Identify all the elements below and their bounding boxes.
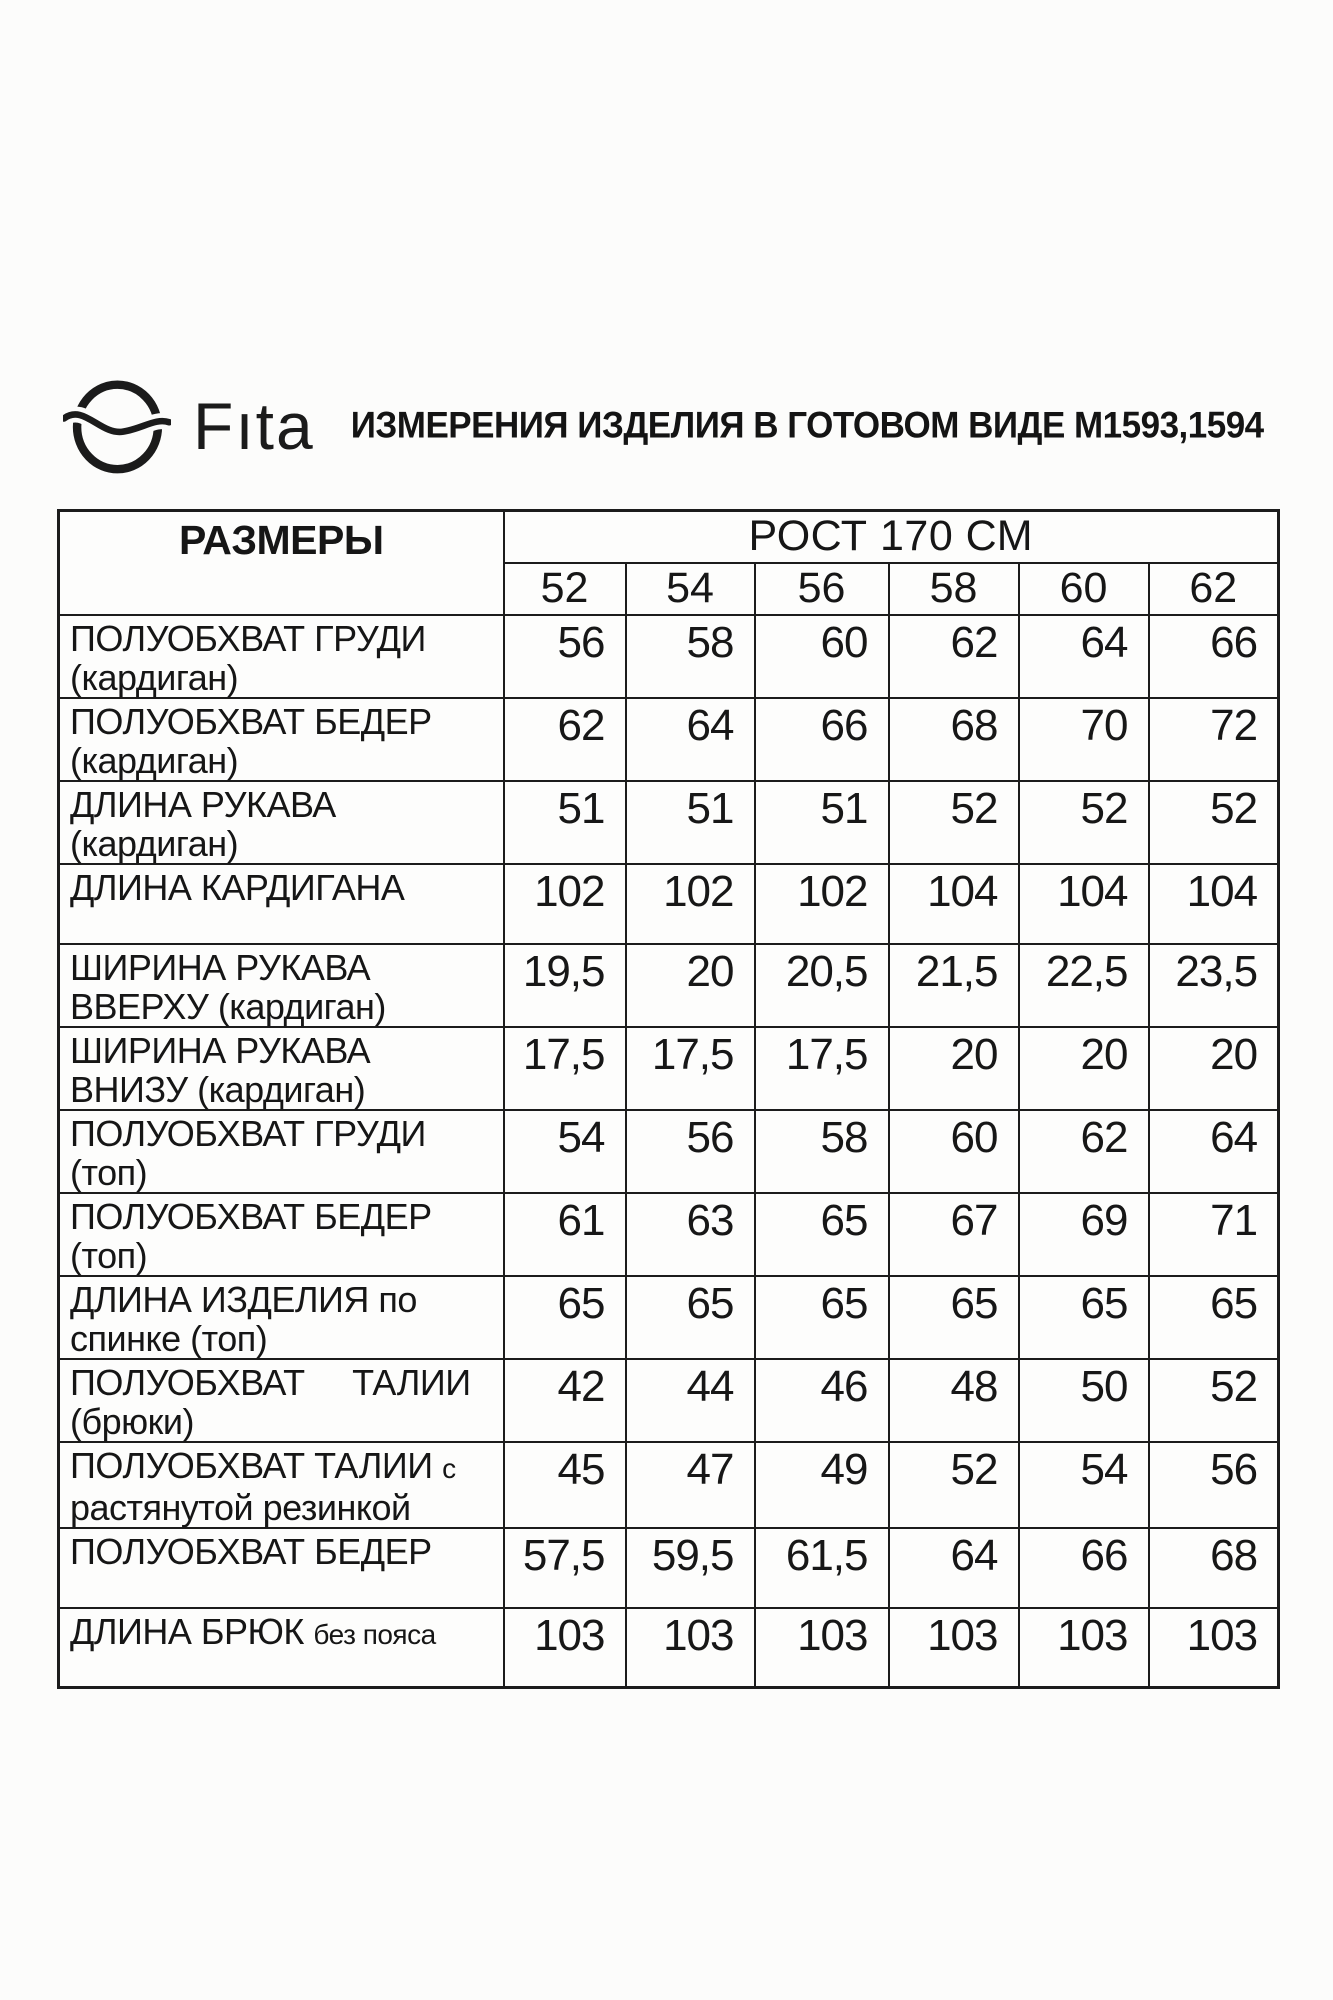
value-cell: 20: [889, 1027, 1019, 1110]
value-cell: 57,5: [504, 1528, 626, 1608]
value-cell: 44: [626, 1359, 755, 1442]
value-cell: 61: [504, 1193, 626, 1276]
value-cell: 48: [889, 1359, 1019, 1442]
brand-name: Fıta: [193, 389, 315, 463]
value-cell: 49: [755, 1442, 889, 1528]
value-cell: 58: [626, 615, 755, 698]
row-label: ДЛИНА БРЮК без пояса: [59, 1608, 504, 1688]
value-cell: 17,5: [755, 1027, 889, 1110]
value-cell: 21,5: [889, 944, 1019, 1027]
value-cell: 54: [1019, 1442, 1149, 1528]
corner-header: РАЗМЕРЫ: [59, 511, 504, 615]
value-cell: 65: [889, 1276, 1019, 1359]
row-label: ДЛИНА КАРДИГАНА: [59, 864, 504, 944]
table-row: [59, 698, 1279, 781]
row-label-suffix: без пояса: [313, 1618, 436, 1650]
height-group-header: РОСТ 170 СМ: [504, 511, 1279, 563]
value-cell: 65: [626, 1276, 755, 1359]
value-cell: 22,5: [1019, 944, 1149, 1027]
value-cell: 68: [889, 698, 1019, 781]
page-title: ИЗМЕРЕНИЯ ИЗДЕЛИЯ В ГОТОВОМ ВИДЕ М1593,1594: [350, 405, 1264, 446]
value-cell: 66: [1019, 1528, 1149, 1608]
size-chart-table: [57, 509, 1280, 1689]
table-row: [59, 1110, 1279, 1193]
value-cell: 20: [1019, 1027, 1149, 1110]
row-label: ПОЛУОБХВАТ ТАЛИИ (брюки): [59, 1359, 504, 1442]
table-row: [59, 1359, 1279, 1442]
value-cell: 70: [1019, 698, 1149, 781]
value-cell: 104: [889, 864, 1019, 944]
value-cell: 103: [1149, 1608, 1279, 1688]
value-cell: 103: [626, 1608, 755, 1688]
value-cell: 58: [755, 1110, 889, 1193]
value-cell: 51: [626, 781, 755, 864]
value-cell: 102: [626, 864, 755, 944]
value-cell: 64: [626, 698, 755, 781]
value-cell: 64: [889, 1528, 1019, 1608]
size-column-header: 54: [626, 563, 755, 615]
size-column-header: 62: [1149, 563, 1279, 615]
row-label: ПОЛУОБХВАТ ТАЛИИ с растянутой резинкой: [59, 1442, 504, 1528]
value-cell: 46: [755, 1359, 889, 1442]
table-row: [59, 1027, 1279, 1110]
table-row: [59, 1276, 1279, 1359]
value-cell: 20: [626, 944, 755, 1027]
value-cell: 103: [504, 1608, 626, 1688]
value-cell: 65: [504, 1276, 626, 1359]
size-column-header: 60: [1019, 563, 1149, 615]
value-cell: 69: [1019, 1193, 1149, 1276]
value-cell: 72: [1149, 698, 1279, 781]
value-cell: 103: [1019, 1608, 1149, 1688]
value-cell: 61,5: [755, 1528, 889, 1608]
fita-logo-icon: [63, 376, 171, 476]
value-cell: 56: [1149, 1442, 1279, 1528]
row-label: ПОЛУОБХВАТ ГРУДИ (кардиган): [59, 615, 504, 698]
value-cell: 17,5: [504, 1027, 626, 1110]
value-cell: 59,5: [626, 1528, 755, 1608]
value-cell: 19,5: [504, 944, 626, 1027]
brand-header: [63, 376, 1264, 476]
value-cell: 103: [755, 1608, 889, 1688]
size-column-header: 58: [889, 563, 1019, 615]
value-cell: 52: [1149, 1359, 1279, 1442]
value-cell: 20,5: [755, 944, 889, 1027]
value-cell: 52: [1149, 781, 1279, 864]
size-column-header: 56: [755, 563, 889, 615]
row-label-suffix: с: [442, 1452, 456, 1484]
value-cell: 68: [1149, 1528, 1279, 1608]
value-cell: 66: [755, 698, 889, 781]
value-cell: 45: [504, 1442, 626, 1528]
table-row: [59, 615, 1279, 698]
row-label: ШИРИНА РУКАВА ВВЕРХУ (кардиган): [59, 944, 504, 1027]
value-cell: 65: [755, 1276, 889, 1359]
value-cell: 56: [626, 1110, 755, 1193]
value-cell: 65: [1149, 1276, 1279, 1359]
row-label: ПОЛУОБХВАТ БЕДЕР: [59, 1528, 504, 1608]
value-cell: 64: [1019, 615, 1149, 698]
value-cell: 102: [755, 864, 889, 944]
table-row: [59, 864, 1279, 944]
table-row: [59, 1528, 1279, 1608]
table-row: [59, 1193, 1279, 1276]
value-cell: 20: [1149, 1027, 1279, 1110]
table-row: [59, 1442, 1279, 1528]
value-cell: 52: [1019, 781, 1149, 864]
table-row: [59, 944, 1279, 1027]
value-cell: 60: [755, 615, 889, 698]
value-cell: 62: [1019, 1110, 1149, 1193]
value-cell: 65: [755, 1193, 889, 1276]
value-cell: 62: [504, 698, 626, 781]
value-cell: 52: [889, 1442, 1019, 1528]
value-cell: 66: [1149, 615, 1279, 698]
row-label: ПОЛУОБХВАТ ГРУДИ (топ): [59, 1110, 504, 1193]
row-label: ПОЛУОБХВАТ БЕДЕР (топ): [59, 1193, 504, 1276]
size-column-header: 52: [504, 563, 626, 615]
row-label: ПОЛУОБХВАТ БЕДЕР (кардиган): [59, 698, 504, 781]
value-cell: 51: [504, 781, 626, 864]
value-cell: 56: [504, 615, 626, 698]
value-cell: 51: [755, 781, 889, 864]
row-label: ДЛИНА РУКАВА (кардиган): [59, 781, 504, 864]
table-row: [59, 1608, 1279, 1688]
value-cell: 67: [889, 1193, 1019, 1276]
value-cell: 71: [1149, 1193, 1279, 1276]
value-cell: 102: [504, 864, 626, 944]
value-cell: 64: [1149, 1110, 1279, 1193]
value-cell: 47: [626, 1442, 755, 1528]
row-label: ДЛИНА ИЗДЕЛИЯ по спинке (топ): [59, 1276, 504, 1359]
value-cell: 54: [504, 1110, 626, 1193]
value-cell: 104: [1019, 864, 1149, 944]
value-cell: 42: [504, 1359, 626, 1442]
value-cell: 62: [889, 615, 1019, 698]
value-cell: 52: [889, 781, 1019, 864]
value-cell: 63: [626, 1193, 755, 1276]
row-label: ШИРИНА РУКАВА ВНИЗУ (кардиган): [59, 1027, 504, 1110]
table-row: [59, 781, 1279, 864]
value-cell: 50: [1019, 1359, 1149, 1442]
value-cell: 60: [889, 1110, 1019, 1193]
value-cell: 103: [889, 1608, 1019, 1688]
value-cell: 17,5: [626, 1027, 755, 1110]
value-cell: 23,5: [1149, 944, 1279, 1027]
value-cell: 65: [1019, 1276, 1149, 1359]
value-cell: 104: [1149, 864, 1279, 944]
